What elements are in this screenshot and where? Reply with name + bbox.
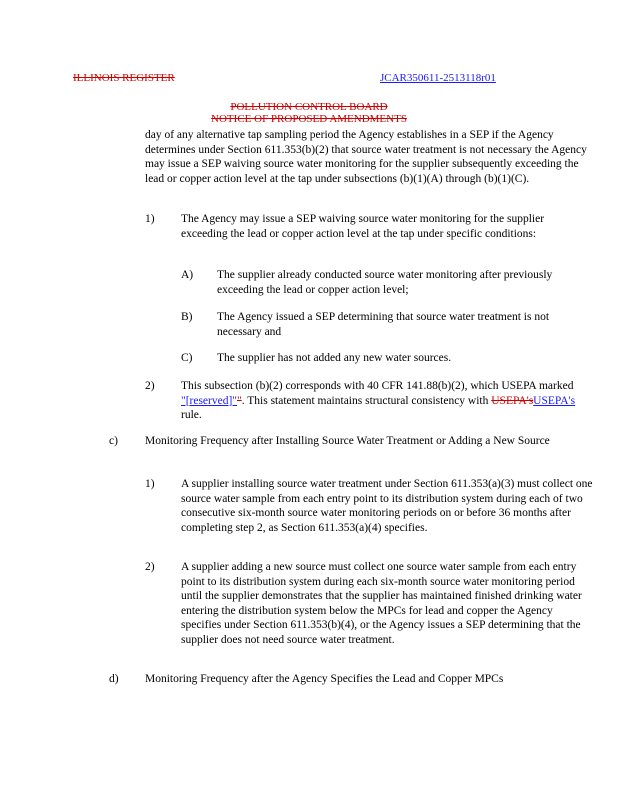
c-item-2-label: 2) xyxy=(145,561,155,573)
intro-paragraph: day of any alternative tap sampling period the Agency establishes in a SEP if the Agency determines under Section 611.353(b)(2) that source water treatment is not necessary the Agency may issue a SEP waiving source water monitoring for the supplier subsequently exceeding the lead or copper action level at the tap under subsections (b)(1)(A) through (b)(1)(C). xyxy=(145,129,587,185)
document-id: JCAR350611-2513118r01 xyxy=(380,72,496,84)
section-d-heading: Monitoring Frequency after the Agency Specifies the Lead and Copper MPCs xyxy=(145,673,504,685)
sub-a-text: The supplier already conducted source water monitoring after previously exceeding the lead or copper action level; xyxy=(217,269,553,296)
item-1-label: 1) xyxy=(145,213,155,225)
notice-title: NOTICE OF PROPOSED AMENDMENTS xyxy=(211,113,407,125)
inserted-reserved: "[reserved]" xyxy=(181,394,237,407)
section-c-label: c) xyxy=(109,435,118,447)
section-d-label: d) xyxy=(109,673,119,685)
deleted-usepa: USEPA's xyxy=(491,394,534,407)
board-title: POLLUTION CONTROL BOARD xyxy=(230,101,388,113)
sub-b-label: B) xyxy=(181,311,193,323)
c-item-1-text: A supplier installing source water treatment under Section 611.353(a)(3) must collect one source water sample from each entry point to its distribution system during each of two consecutive six-month source water monitoring periods on or before 36 months after completing step 2, as Section 611.353(a)(4) specifies. xyxy=(181,478,593,534)
item-1-text: The Agency may issue a SEP waiving source water monitoring for the supplier exceeding the lead or copper action level at the tap under specific conditions: xyxy=(181,213,545,240)
sub-c-text: The supplier has not added any new water sources. xyxy=(217,352,452,364)
item-2-text xyxy=(181,379,581,423)
item-2-label: 2) xyxy=(145,380,155,392)
c-item-1-label: 1) xyxy=(145,478,155,490)
item-2-text-a: This subsection (b)(2) corresponds with 40 CFR 141.88(b)(2), which USEPA marked xyxy=(181,380,574,392)
register-header: ILLINOIS REGISTER xyxy=(73,72,175,84)
deleted-quote: " xyxy=(237,394,242,407)
item-2-text-b: . This statement maintains structural consistency with xyxy=(241,394,492,407)
section-c-heading: Monitoring Frequency after Installing Source Water Treatment or Adding a New Source xyxy=(145,435,550,447)
inserted-usepa: USEPA's xyxy=(533,394,576,407)
sub-b-text: The Agency issued a SEP determining that source water treatment is not necessary and xyxy=(217,311,550,338)
sub-c-label: C) xyxy=(181,352,193,364)
item-2-text-c: rule. xyxy=(181,409,202,421)
c-item-2-text: A supplier adding a new source must collect one source water sample from each entry point to its distribution system during each six-month source water monitoring period until the supplier demonstrates that the supplier has maintained finished drinking water entering the distribution system below the MPCs for lead and copper the Agency specifies under Section 611.353(b)(4), or the Agency issues a SEP determining that the supplier does not need source water treatment. xyxy=(181,561,582,646)
sub-a-label: A) xyxy=(181,269,194,281)
